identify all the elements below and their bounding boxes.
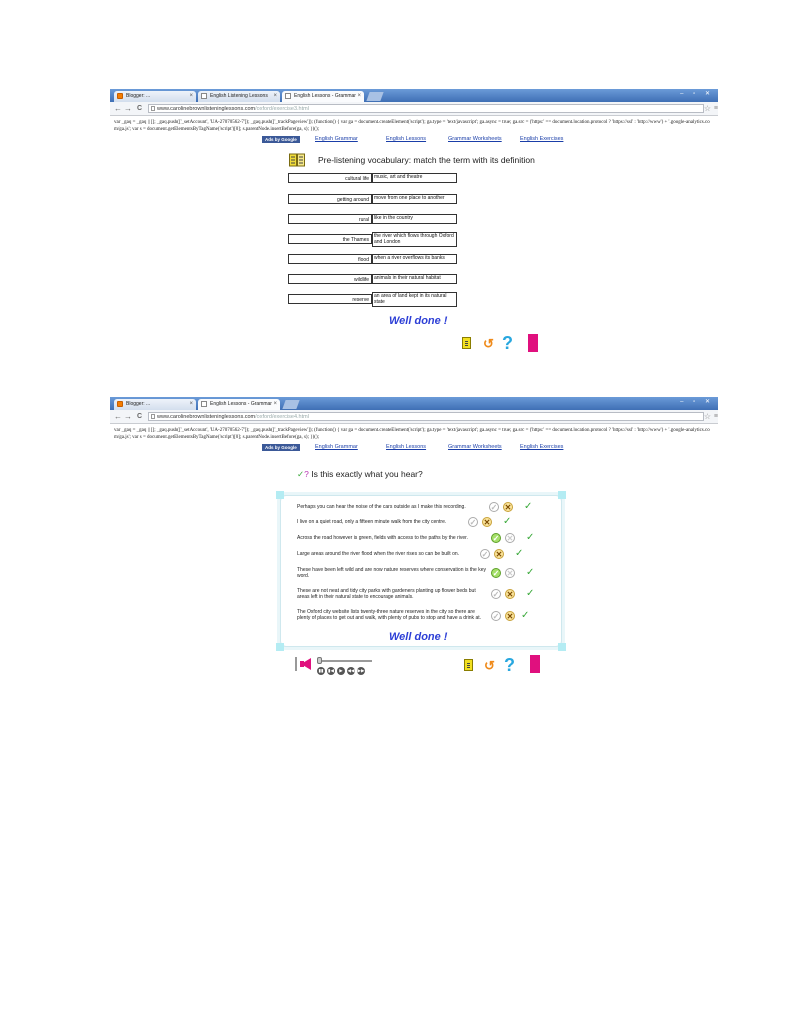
bookmark-star-icon[interactable]: ☆ (703, 412, 711, 421)
undo-icon[interactable]: ↺ (484, 658, 495, 673)
panel-corner (558, 491, 566, 499)
term-box: rural (288, 214, 372, 224)
true-option-icon[interactable]: ✓ (492, 534, 500, 543)
back-icon[interactable]: ← (114, 412, 122, 421)
help-icon[interactable]: ? (504, 655, 515, 675)
correct-tick-icon: ✓ (521, 610, 530, 621)
script-text: var _gaq = _gaq || []; _gaq.push(['_setAccount', 'UA-27070562-7']); _gaq.push(['_trackPageview']); (function() { var ga = document.createElement('script'); ga.type = 'text/javascript'; ga.async = true; ga.src = ('https:' == document.location.protocol ? 'https://ssl' : 'http://www') + '.google-analytics.com/ga.js'; var s = document.getElementsByTagName('script')[0]; s.parentNode.insertBefore(ga, s); })(); (114, 120, 710, 132)
tool-bar (110, 323, 718, 353)
link-english-lessons[interactable]: English Lessons (386, 444, 427, 450)
true-option-icon[interactable]: ✓ (490, 503, 498, 512)
help-icon[interactable]: ? (502, 333, 513, 353)
panel-corner (276, 491, 284, 499)
speaker-cone-icon[interactable] (301, 658, 311, 670)
window-controls[interactable]: – ▫ ✕ (680, 91, 714, 97)
ads-by-google[interactable]: Ads by Google (262, 136, 300, 143)
link-bar (110, 443, 718, 453)
bookmark-star-icon[interactable]: ☆ (703, 104, 711, 113)
result-message: Well done ! (389, 631, 448, 643)
tab-label: Blogger: ... (126, 93, 151, 99)
document-icon[interactable] (462, 337, 471, 349)
correct-tick-icon: ✓ (526, 532, 535, 543)
term-box: getting around (288, 194, 372, 204)
statement-row: These have been left wild and are now nature reserves where conservation is the key word. (297, 567, 486, 579)
window-controls[interactable]: – ▫ ✕ (680, 399, 714, 405)
page-icon (151, 106, 155, 111)
term-box: wildlife (288, 274, 372, 284)
page-icon (201, 401, 207, 407)
tab-label: English Lessons - Grammar (210, 401, 272, 407)
tab-listening-lessons[interactable] (198, 91, 280, 102)
correct-tick-icon: ✓ (526, 567, 535, 578)
false-option-icon[interactable]: ✕ (483, 518, 491, 527)
definition-box[interactable]: move from one place to another (372, 194, 457, 204)
tab-grammar[interactable] (198, 399, 280, 410)
tab-strip (110, 89, 718, 102)
forward-icon[interactable]: → (124, 412, 132, 421)
address-bar (110, 410, 718, 424)
script-text: var _gaq = _gaq || []; _gaq.push(['_setAccount', 'UA-27070562-7']); _gaq.push(['_trackPageview']); (function() { var ga = document.createElement('script'); ga.type = 'text/javascript'; ga.async = true; ga.src = ('https:' == document.location.protocol ? 'https://ssl' : 'http://www') + '.google-analytics.com/ga.js'; var s = document.getElementsByTagName('script')[0]; s.parentNode.insertBefore(ga, s); })(); (114, 428, 710, 440)
rewind-button[interactable]: ◀◀ (347, 668, 355, 673)
correct-tick-icon: ✓ (524, 501, 533, 512)
term-box: reserve (288, 294, 372, 304)
page-icon (285, 93, 291, 99)
stop-button[interactable]: ▮◀ (328, 668, 334, 673)
ads-by-google[interactable]: Ads by Google (262, 444, 300, 451)
definition-box[interactable]: music, art and theatre (372, 173, 457, 183)
matching-area (110, 173, 718, 327)
new-tab-button[interactable] (366, 92, 383, 101)
false-option-icon[interactable]: ✕ (506, 534, 514, 543)
menu-icon[interactable]: ≡ (713, 105, 718, 112)
pause-button[interactable]: ▮▮ (318, 668, 324, 673)
new-tab-button[interactable] (282, 400, 299, 409)
tab-strip (110, 397, 718, 410)
statement-row: I live on a quiet road, only a fifteen minute walk from the city centre. (297, 519, 447, 525)
forward-icon[interactable]: → (124, 104, 132, 113)
progress-handle[interactable] (317, 657, 322, 664)
quiz-panel (280, 495, 562, 647)
address-bar (110, 102, 718, 116)
blogger-icon (117, 93, 123, 99)
fast-forward-button[interactable]: ▶▶ (357, 668, 365, 673)
reload-icon[interactable]: C (137, 413, 143, 420)
tab-label: English Listening Lessons (210, 93, 268, 99)
true-option-icon[interactable]: ✓ (469, 518, 477, 527)
false-option-icon[interactable]: ✕ (506, 612, 514, 621)
progress-track[interactable] (317, 660, 372, 662)
exercise-title: Pre-listening vocabulary: match the term with its definition (318, 155, 535, 165)
url-field[interactable]: www.carolinebrownlisteninglessons.com/oxford/exercise4.html (148, 412, 704, 421)
false-option-icon[interactable]: ✕ (506, 590, 514, 599)
term-box: flood (288, 254, 372, 264)
back-icon[interactable]: ← (114, 104, 122, 113)
tab-grammar[interactable] (282, 91, 364, 102)
definition-box[interactable]: when a river overflows its banks (372, 254, 457, 264)
link-grammar-worksheets[interactable]: Grammar Worksheets (448, 136, 502, 142)
quiz-area (110, 469, 718, 759)
link-english-lessons[interactable]: English Lessons (386, 136, 427, 142)
definition-box[interactable]: animals in their natural habitat (372, 274, 457, 284)
link-grammar-worksheets[interactable]: Grammar Worksheets (448, 444, 502, 450)
panel-corner (558, 643, 566, 651)
close-icon[interactable]: × (273, 93, 277, 99)
definition-box[interactable]: an area of land kept in its natural state (372, 292, 457, 307)
true-option-icon[interactable]: ✓ (492, 590, 500, 599)
menu-icon[interactable]: ≡ (713, 413, 718, 420)
correct-tick-icon: ✓ (503, 516, 512, 527)
link-english-grammar[interactable]: English Grammar (315, 444, 358, 450)
tab-label: English Lessons - Grammar (294, 93, 356, 99)
reload-icon[interactable]: C (137, 105, 143, 112)
book-icon (289, 153, 305, 167)
correct-tick-icon: ✓ (515, 548, 524, 559)
pink-button[interactable] (528, 334, 538, 352)
link-bar (110, 135, 718, 145)
url-field[interactable]: www.carolinebrownlisteninglessons.com/oxford/exercise3.html (148, 104, 704, 113)
true-option-icon[interactable]: ✓ (492, 569, 500, 578)
true-option-icon[interactable]: ✓ (492, 612, 500, 621)
browser-window-2 (110, 397, 718, 675)
link-english-grammar[interactable]: English Grammar (315, 136, 358, 142)
close-icon[interactable]: × (189, 401, 193, 407)
false-option-icon[interactable]: ✕ (495, 550, 503, 559)
statement-row: The Oxford city website lists twenty-three nature reserves in the city so there are plenty of places to get out and walk, with plenty of pubs to stop and have a drink at. (297, 609, 482, 621)
page-icon (201, 93, 207, 99)
exercise-header (110, 151, 718, 173)
pink-button[interactable] (530, 655, 540, 673)
blogger-icon (117, 401, 123, 407)
tab-blogger[interactable] (114, 91, 196, 102)
term-box: cultural life (288, 173, 372, 183)
close-icon[interactable]: × (357, 93, 361, 99)
page-icon (151, 414, 155, 419)
link-english-exercises[interactable]: English Exercises (520, 444, 564, 450)
question-icon: ? (304, 469, 309, 479)
true-option-icon[interactable]: ✓ (481, 550, 489, 559)
volume-slider[interactable] (295, 657, 297, 671)
false-option-icon[interactable]: ✕ (504, 503, 512, 512)
link-english-exercises[interactable]: English Exercises (520, 136, 564, 142)
definition-box[interactable]: like in the country (372, 214, 457, 224)
term-box: the Thames (288, 234, 372, 244)
panel-corner (276, 643, 284, 651)
audio-player (295, 655, 375, 675)
undo-icon[interactable]: ↺ (483, 336, 494, 351)
play-button[interactable]: ▶ (337, 667, 345, 675)
close-icon[interactable]: × (273, 401, 277, 407)
statement-row: Across the road however is green, fields with access to the paths by the river. (297, 535, 468, 541)
tab-label: Blogger: ... (126, 401, 151, 407)
quiz-title: ✓? Is this exactly what you hear? (297, 469, 423, 479)
document-icon[interactable] (464, 659, 473, 671)
false-option-icon[interactable]: ✕ (506, 569, 514, 578)
result-message: Well done ! (389, 315, 448, 327)
correct-tick-icon: ✓ (526, 588, 535, 599)
close-icon[interactable]: × (189, 93, 193, 99)
statement-row: Perhaps you can hear the noise of the cars outside as I make this recording. (297, 504, 466, 510)
definition-box[interactable]: the river which flows through Oxford and London (372, 232, 457, 247)
statement-row: These are not neat and tidy city parks with gardeners planting up flower beds but areas left in their natural state to encourage animals. (297, 588, 476, 600)
tab-blogger[interactable] (114, 399, 196, 410)
check-icon: ✓ (297, 469, 305, 479)
browser-window-1 (110, 89, 718, 353)
statement-row: Large areas around the river flood when the river rises so can be built on. (297, 551, 460, 557)
